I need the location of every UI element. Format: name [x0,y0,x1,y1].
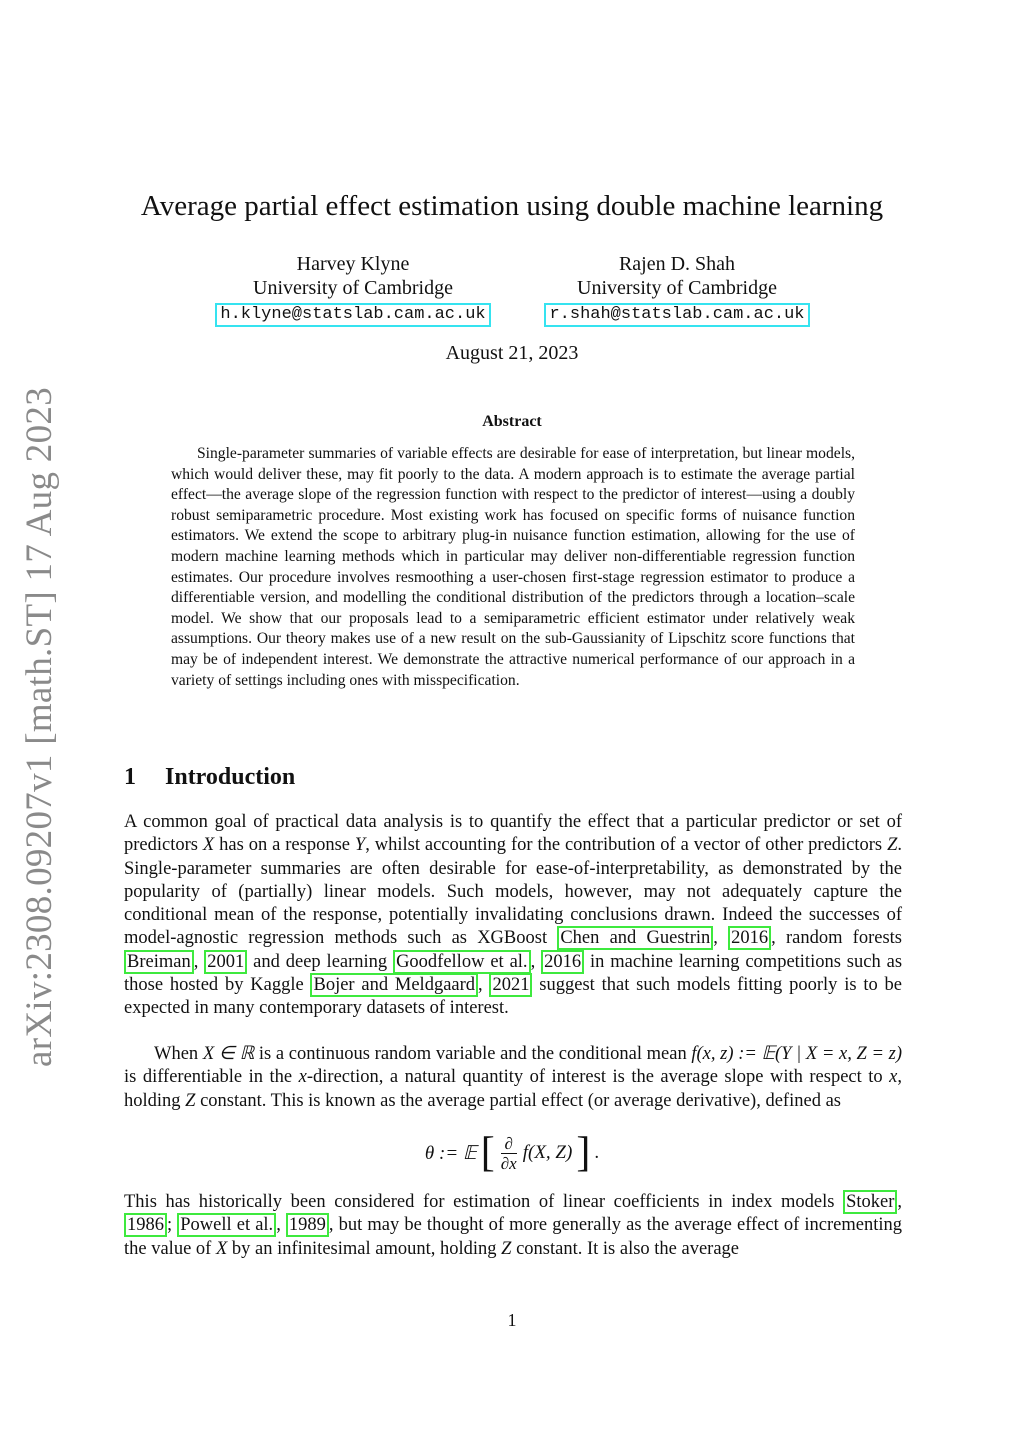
citation-link[interactable]: Powell et al. [177,1213,276,1237]
arxiv-stamp: arXiv:2308.09207v1 [math.ST] 17 Aug 2023 [19,386,60,1067]
citation-link[interactable]: Breiman [124,950,194,974]
equation-lhs: θ := 𝔼 [424,1142,477,1164]
citation-link[interactable]: 2021 [489,973,532,997]
citation-link[interactable]: 1989 [286,1213,329,1237]
bracket-left: [ [480,1130,495,1176]
section-title: Introduction [165,764,296,790]
citation-link[interactable]: Chen and Guestrin [557,926,713,950]
equation-function: f(X, Z) [522,1142,573,1163]
publication-date: August 21, 2023 [445,342,579,364]
section-number: 1 [124,764,136,790]
citation-link[interactable]: 2016 [541,950,584,974]
author-name: Rajen D. Shah [618,253,736,275]
citation-link[interactable]: Stoker [843,1190,897,1214]
section-heading [124,764,295,791]
author-email-link[interactable]: r.shah@statslab.cam.ac.uk [544,303,809,327]
paragraph-2: When X ∈ ℝ is a continuous random variable and the conditional mean f(x, z) := 𝔼(Y | X = x, Z = z) is differentiable in the x-direction, a natural quantity of interest is the average slope with respect to x, holding Z constant. This is known as the average partial effect (or average derivative), defined as [124,1044,902,1111]
citation-link[interactable]: 2016 [728,926,771,950]
page-number: 1 [507,1310,517,1330]
paragraph-3: This has historically been considered for estimation of linear coefficients in index models Stoker , 1986 ; Powell et al. , 1989 , but may be thought of more generally as the average effect of incrementing the value of X by an infinitesimal amount, holding Z constant. It is also the average [124,1192,902,1259]
citation-link[interactable]: Bojer and Meldgaard [310,973,478,997]
author-name: Harvey Klyne [296,253,410,275]
author-affiliation: University of Cambridge [577,277,777,299]
citation-link[interactable]: 2001 [204,950,247,974]
author-block-2 [517,252,837,327]
partial-derivative-fraction: $\frac{\partial}{\partial x}$ [500,1133,517,1173]
display-equation: θ := 𝔼 [ $\frac{\partial}{\partial x}$ f(X, Z) ] . [424,1130,600,1176]
abstract-heading: Abstract [482,413,542,430]
citation-link[interactable]: Goodfellow et al. [393,950,531,974]
author-block-1 [193,252,513,327]
abstract-text: Single-parameter summaries of variable effects are desirable for ease of interpretation, but linear models, which would deliver these, may fit poorly to the data. A modern approach is to estimate the average partial effect—the average slope of the regression function with respect to the predictor of interest—using a doubly robust semiparametric procedure. Most existing work has focused on specific forms of nuisance function estimators. We extend the scope to arbitrary plug-in nuisance function estimation, allowing for the use of modern machine learning methods which in particular may deliver non-differentiable regression function estimates. Our procedure involves resmoothing a user-chosen first-stage regression estimator to produce a differentiable version, and modelling the conditional distribution of the predictors through a location–scale model. We show that our proposals lead to a semiparametric efficient estimator under relatively weak assumptions. Our theory makes use of a new result on the sub-Gaussianity of Lipschitz score functions that may be of independent interest. We demonstrate the attractive numerical performance of our approach in a variety of settings including ones with misspecification. [171,445,855,689]
bracket-right: ] [576,1130,591,1176]
author-email-link[interactable]: h.klyne@statslab.cam.ac.uk [215,303,490,327]
paragraph-1: A common goal of practical data analysis is to quantify the effect that a particular predictor or set of predictors X has on a response Y, whilst accounting for the contribution of a vector of other predictors Z. Single-parameter summaries are often desirable for ease-of-interpretability, as demonstrated by the popularity of (partially) linear models. Such models, however, may not adequately capture the conditional mean of the response, potentially invalidating conclusions drawn. Indeed the successes of model-agnostic regression methods such as XGBoost Chen and Guestrin , 2016 , random forests Breiman , 2001 and deep learning Goodfellow et al. , 2016 in machine learning competitions such as those hosted by Kaggle Bojer and Meldgaard , 2021 suggest that such models fitting poorly is to be expected in many contemporary datasets of interest. [124,812,903,1019]
paper-title: Average partial effect estimation using double machine learning [140,190,884,222]
author-affiliation: University of Cambridge [253,277,453,299]
citation-link[interactable]: 1986 [124,1213,167,1237]
